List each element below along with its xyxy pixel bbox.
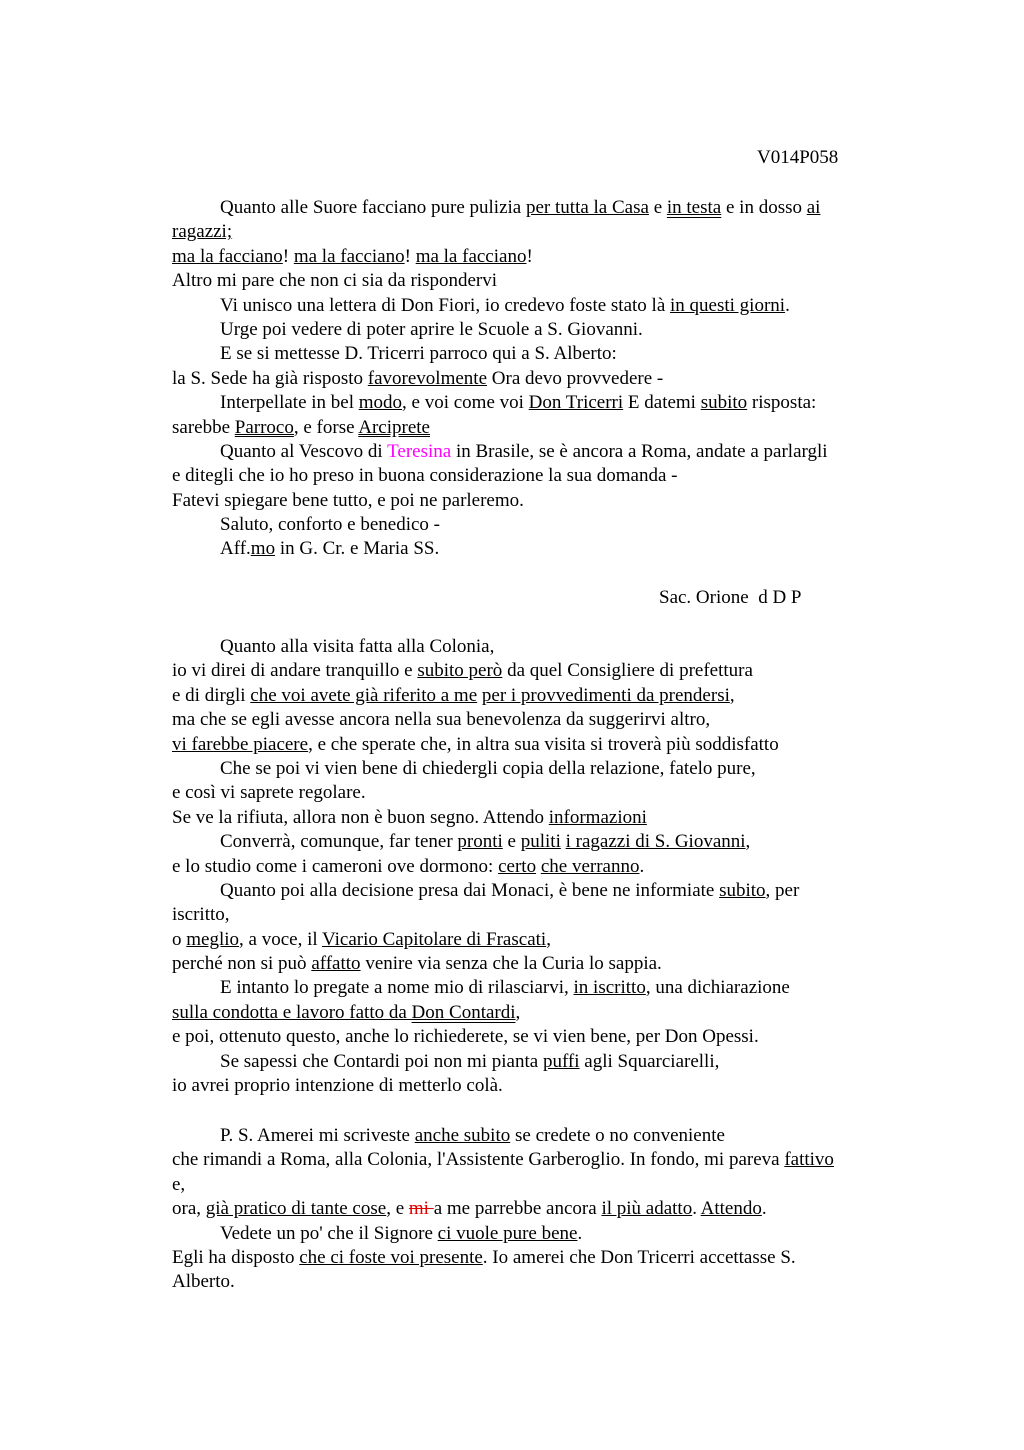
text-run: e così vi saprete regolare. xyxy=(172,782,366,804)
text-line xyxy=(172,976,902,1000)
letter-body-main xyxy=(172,196,902,562)
text-line xyxy=(172,489,902,513)
text-run: iscritto, xyxy=(172,904,230,926)
text-run: . xyxy=(692,1198,701,1220)
text-line xyxy=(172,1222,902,1246)
underlined-text: modo xyxy=(358,392,403,414)
text-line xyxy=(172,635,902,659)
text-line xyxy=(172,1050,902,1074)
text-run: . xyxy=(785,294,790,316)
text-line xyxy=(172,513,902,537)
text-line xyxy=(172,1270,902,1294)
underlined-text: che ci foste voi presente xyxy=(299,1246,483,1268)
underlined-text: anche subito xyxy=(414,1125,511,1146)
text-run: se credete o no conveniente xyxy=(510,1125,725,1146)
text-run: , xyxy=(729,684,735,706)
text-run: Interpellate in bel xyxy=(220,392,359,414)
text-run: in Brasile, se è ancora a Roma, andate a parlargli xyxy=(451,440,828,462)
text-line xyxy=(172,952,902,976)
underlined-text: ci vuole pure bene xyxy=(437,1222,578,1244)
underlined-text: subito xyxy=(719,879,766,901)
text-run: . xyxy=(761,1198,767,1220)
text-line xyxy=(172,806,902,830)
letter-body-colonia xyxy=(172,635,902,1098)
text-run: Quanto alle Suore facciano pure pulizia xyxy=(220,197,526,218)
underlined-text: meglio xyxy=(186,928,240,950)
text-run: e xyxy=(648,197,667,218)
text-line xyxy=(172,391,902,415)
text-line xyxy=(172,342,902,366)
text-run: , e che sperate che, in altra sua visita si troverà più soddisfatto xyxy=(308,733,779,755)
underlined-text: il più adatto xyxy=(601,1198,693,1220)
text-line xyxy=(172,416,902,440)
underlined-text: in iscritto xyxy=(573,977,646,999)
underlined-text: sulla condotta e lavoro fatto da xyxy=(172,1001,412,1023)
underlined-text: per tutta la Casa xyxy=(526,197,649,218)
document-reference: V014P058 xyxy=(757,147,839,168)
text-run: Quanto poi alla decisione presa dai Monaci, è bene ne informiate xyxy=(220,879,720,901)
text-run: e in dosso xyxy=(721,197,807,218)
text-line xyxy=(172,879,902,903)
text-run: Se ve la rifiuta, allora non è buon segno. Attendo xyxy=(172,806,549,828)
text-run: E datemi xyxy=(623,392,701,414)
text-run: P. S. Amerei mi scriveste xyxy=(220,1125,415,1146)
text-line xyxy=(172,294,902,318)
text-run: da quel Consigliere di prefettura xyxy=(502,660,753,682)
text-run: sarebbe xyxy=(172,416,235,438)
text-run: Vedete un po' che il Signore xyxy=(220,1222,438,1244)
text-run: , a voce, il xyxy=(239,928,323,950)
text-line xyxy=(172,196,902,220)
struck-text: mi xyxy=(408,1198,434,1220)
underlined-text: per i provvedimenti da prendersi xyxy=(481,684,730,706)
text-run: , e forse xyxy=(293,416,359,438)
text-run: Se sapessi che Contardi poi non mi pianta xyxy=(220,1050,543,1072)
underlined-text: mo xyxy=(250,538,276,560)
text-run: la S. Sede ha già risposto xyxy=(172,367,368,389)
text-run: agli Squarciarelli, xyxy=(579,1050,720,1072)
text-run: , e xyxy=(386,1198,409,1220)
underlined-text: informazioni xyxy=(548,806,647,828)
text-line xyxy=(172,269,902,293)
text-line xyxy=(172,1025,902,1049)
text-line xyxy=(172,1124,902,1148)
underlined-text: che verranno xyxy=(540,855,640,877)
underlined-text: affatto xyxy=(311,953,361,975)
text-run: venire via senza che la Curia lo sappia. xyxy=(360,953,662,975)
underlined-text: certo xyxy=(498,855,537,877)
text-run: Aff. xyxy=(220,538,251,560)
text-line xyxy=(172,440,902,464)
underlined-text: Don Tricerri xyxy=(528,392,624,414)
text-line xyxy=(172,757,902,781)
underlined-text: Parroco xyxy=(234,416,294,438)
underlined-text: pronti xyxy=(457,831,503,853)
underlined-text: puffi xyxy=(542,1050,580,1072)
underlined-text: puliti xyxy=(520,831,561,853)
underlined-text: Arciprete xyxy=(358,416,430,438)
underlined-text: fattivo xyxy=(784,1149,834,1171)
text-run: e, xyxy=(172,1173,186,1195)
signature: Sac. Orione d D P xyxy=(659,587,802,608)
text-run: . xyxy=(577,1222,583,1244)
underlined-text: ragazzi; xyxy=(172,221,233,243)
text-line xyxy=(172,708,902,732)
text-run: e poi, ottenuto questo, anche lo richiederete, se vi vien bene, per Don Opessi. xyxy=(172,1026,759,1048)
text-line xyxy=(172,781,902,805)
text-line xyxy=(172,928,902,952)
text-run: risposta: xyxy=(747,392,817,414)
text-line xyxy=(172,1173,902,1197)
text-line xyxy=(172,659,902,683)
underlined-text: subito però xyxy=(417,660,503,682)
text-run: Ora devo provvedere - xyxy=(487,367,664,389)
underlined-text: favorevolmente xyxy=(367,367,488,389)
text-run: E se si mettesse D. Tricerri parroco qui a S. Alberto: xyxy=(220,343,617,365)
text-run: , xyxy=(515,1001,521,1023)
text-line xyxy=(172,1197,902,1221)
text-run: , e voi come voi xyxy=(402,392,529,414)
text-run: Saluto, conforto e benedico - xyxy=(220,514,441,536)
text-line xyxy=(172,1246,902,1270)
text-line xyxy=(172,1148,902,1172)
text-run: Urge poi vedere di poter aprire le Scuole a S. Giovanni. xyxy=(220,318,643,340)
text-run: e ditegli che io ho preso in buona considerazione la sua domanda - xyxy=(172,465,678,487)
underlined-text: ma la facciano xyxy=(172,245,283,267)
text-line xyxy=(172,1074,902,1098)
text-run: perché non si può xyxy=(172,953,312,975)
text-run: io vi direi di andare tranquillo e xyxy=(172,660,418,682)
text-run: Quanto alla visita fatta alla Colonia, xyxy=(220,636,495,657)
underlined-text: già pratico di tante cose xyxy=(205,1198,387,1220)
underlined-text: ma la facciano xyxy=(415,245,527,267)
text-run: Converrà, comunque, far tener xyxy=(220,831,458,853)
text-line xyxy=(172,733,902,757)
underlined-text: in testa xyxy=(666,197,722,218)
text-run: , per xyxy=(765,879,800,901)
text-line xyxy=(172,537,902,561)
underlined-text: Don Contardi xyxy=(411,1001,516,1023)
text-run: io avrei proprio intenzione di metterlo colà. xyxy=(172,1075,503,1097)
text-run: , xyxy=(546,928,551,950)
text-run: in G. Cr. e Maria SS. xyxy=(275,538,440,560)
underlined-text: che voi avete già riferito a me xyxy=(250,684,478,706)
text-line xyxy=(172,464,902,488)
text-run: e xyxy=(502,831,521,853)
text-run: ! xyxy=(282,245,294,267)
text-line xyxy=(172,903,902,927)
text-line xyxy=(172,367,902,391)
text-run: ma che se egli avesse ancora nella sua benevolenza da suggerirvi altro, xyxy=(172,709,711,731)
underlined-text: Attendo xyxy=(700,1198,762,1220)
underlined-text: Vicario Capitolare di Frascati xyxy=(322,928,547,950)
underlined-text: ai xyxy=(806,197,821,218)
text-run: Altro mi pare che non ci sia da rispondervi xyxy=(172,270,498,292)
text-run: ! xyxy=(404,245,416,267)
text-line xyxy=(172,220,902,244)
underlined-text: in questi giorni xyxy=(670,294,786,316)
text-run: Alberto. xyxy=(172,1271,235,1293)
text-run: Quanto al Vescovo di xyxy=(220,440,388,462)
underlined-text: ma la facciano xyxy=(293,245,405,267)
text-run: ! xyxy=(526,245,533,267)
text-run: e lo studio come i cameroni ove dormono: xyxy=(172,855,499,877)
underlined-text: i ragazzi di S. Giovanni xyxy=(565,831,746,853)
text-run: Fatevi spiegare bene tutto, e poi ne parleremo. xyxy=(172,489,524,511)
text-run: a me parrebbe ancora xyxy=(433,1198,602,1220)
text-line xyxy=(172,245,902,269)
text-line xyxy=(172,855,902,879)
underlined-text: vi farebbe piacere xyxy=(172,733,309,755)
text-run: . xyxy=(639,855,645,877)
text-run: E intanto lo pregate a nome mio di rilasciarvi, xyxy=(220,977,574,999)
highlighted-text: Teresina xyxy=(387,440,452,462)
text-run: Egli ha disposto xyxy=(172,1246,300,1268)
text-line xyxy=(172,1001,902,1025)
text-run: , una dichiarazione xyxy=(645,977,790,999)
text-line xyxy=(172,830,902,854)
text-run: ora, xyxy=(172,1198,206,1220)
text-run: e di dirgli xyxy=(172,684,251,706)
text-run: che rimandi a Roma, alla Colonia, l'Assistente Garberoglio. In fondo, mi pareva xyxy=(172,1149,785,1171)
text-run: Che se poi vi vien bene di chiedergli copia della relazione, fatelo pure, xyxy=(220,757,756,779)
text-run: . Io amerei che Don Tricerri accettasse S. xyxy=(482,1246,796,1268)
text-run: o xyxy=(172,928,187,950)
letter-postscript xyxy=(172,1124,902,1295)
text-run: , xyxy=(745,831,751,853)
text-line xyxy=(172,318,902,342)
text-line xyxy=(172,684,902,708)
text-run: Vi unisco una lettera di Don Fiori, io credevo foste stato là xyxy=(220,294,670,316)
underlined-text: subito xyxy=(700,392,748,414)
